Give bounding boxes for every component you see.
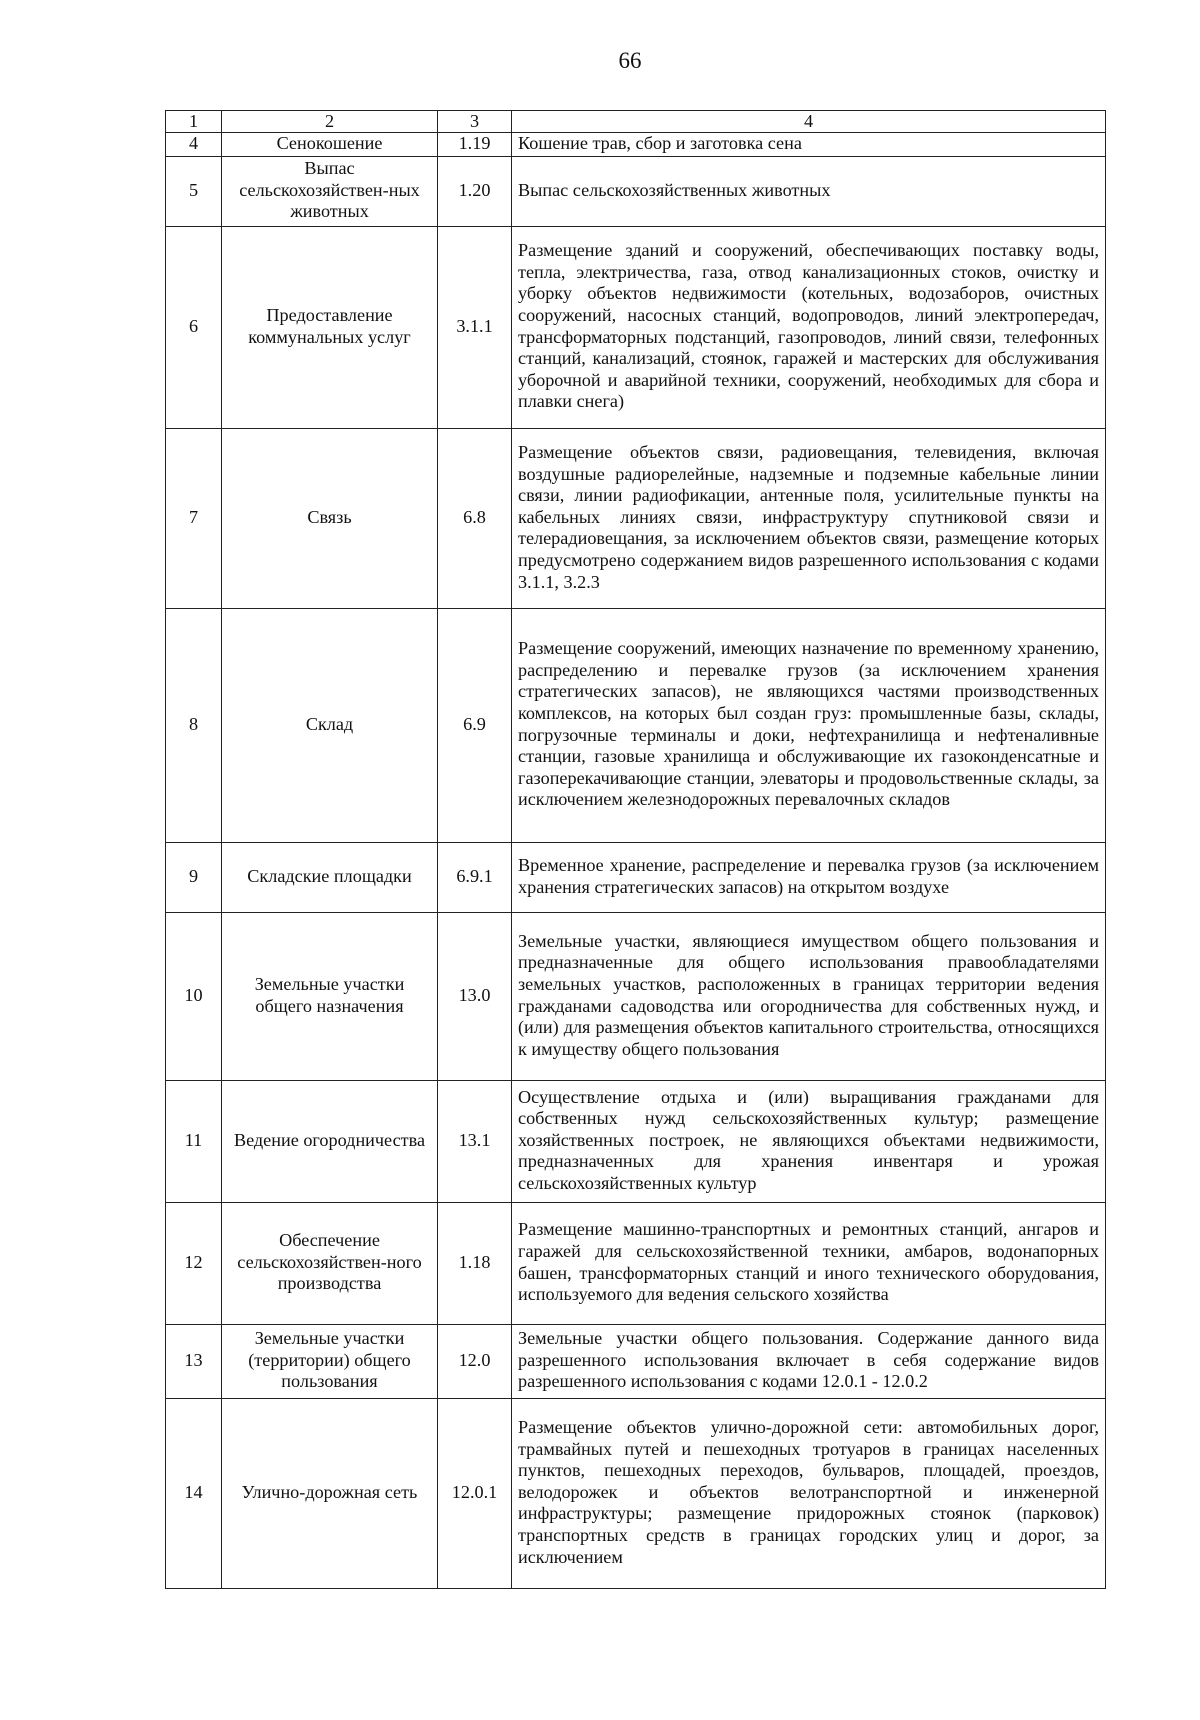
table-row — [166, 1202, 1106, 1324]
land-use-description: Выпас сельскохозяйственных животных — [512, 156, 1106, 226]
table-row — [166, 1080, 1106, 1202]
table-row — [166, 133, 1106, 157]
land-use-description: Кошение трав, сбор и заготовка сена — [512, 133, 1106, 157]
row-number: 9 — [166, 842, 222, 912]
land-use-description: Размещение зданий и сооружений, обеспечивающих поставку воды, тепла, электричества, газа, отвод канализационных стоков, очистку и уборку объектов недвижимости (котельных, водозаборов, очистных сооружений, насосных станций, водопроводов, линий электропередач, трансформаторных подстанций, газопроводов, линий связи, телефонных станций, канализаций, стоянок, гаражей и мастерских для обслуживания уборочной и аварийной техники, сооружений, необходимых для сбора и плавки снега) — [512, 226, 1106, 428]
table-body — [166, 111, 1106, 1589]
row-number: 7 — [166, 428, 222, 608]
land-use-code: 3.1.1 — [438, 226, 512, 428]
land-use-code: 13.1 — [438, 1080, 512, 1202]
column-header: 1 — [166, 111, 222, 133]
table-row — [166, 912, 1106, 1080]
table-row — [166, 842, 1106, 912]
row-number: 4 — [166, 133, 222, 157]
table-row — [166, 1324, 1106, 1398]
row-number: 12 — [166, 1202, 222, 1324]
table-row — [166, 156, 1106, 226]
land-use-code: 1.19 — [438, 133, 512, 157]
land-use-name: Связь — [222, 428, 438, 608]
land-use-name: Выпас сельскохозяйствен-ных животных — [222, 156, 438, 226]
land-use-description: Земельные участки общего пользования. Содержание данного вида разрешенного использования включает в себя содержание видов разрешенного использования с кодами 12.0.1 - 12.0.2 — [512, 1324, 1106, 1398]
row-number: 8 — [166, 608, 222, 842]
land-use-name: Земельные участки (территории) общего пользования — [222, 1324, 438, 1398]
land-use-description: Размещение объектов улично-дорожной сети: автомобильных дорог, трамвайных путей и пешеходных тротуаров в границах населенных пунктов, пешеходных переходов, бульваров, площадей, проездов, велодорожек и объектов велотранспортной и инженерной инфраструктуры; размещение придорожных стоянок (парковок) транспортных средств в границах городских улиц и дорог, за исключением — [512, 1398, 1106, 1588]
land-use-name: Улично-дорожная сеть — [222, 1398, 438, 1588]
land-use-code: 6.9.1 — [438, 842, 512, 912]
land-use-description: Осуществление отдыха и (или) выращивания гражданами для собственных нужд сельскохозяйственных культур; размещение хозяйственных построек, не являющихся объектами недвижимости, предназначенных для хранения инвентаря и урожая сельскохозяйственных культур — [512, 1080, 1106, 1202]
land-use-code: 6.8 — [438, 428, 512, 608]
land-use-name: Сенокошение — [222, 133, 438, 157]
table-row — [166, 226, 1106, 428]
page-number: 66 — [618, 48, 642, 73]
land-use-name: Склад — [222, 608, 438, 842]
row-number: 13 — [166, 1324, 222, 1398]
column-header: 4 — [512, 111, 1106, 133]
land-use-name: Обеспечение сельскохозяйствен-ного производства — [222, 1202, 438, 1324]
land-use-description: Земельные участки, являющиеся имуществом общего пользования и предназначенные для общего использования правообладателями земельных участков, расположенных в границах территории ведения гражданами садоводства или огородничества для собственных нужд, и (или) для размещения объектов капитального строительства, относящихся к имуществу общего пользования — [512, 912, 1106, 1080]
land-use-code: 12.0 — [438, 1324, 512, 1398]
land-use-table — [165, 110, 1106, 1589]
land-use-name: Земельные участки общего назначения — [222, 912, 438, 1080]
row-number: 5 — [166, 156, 222, 226]
land-use-description: Размещение сооружений, имеющих назначение по временному хранению, распределению и перевалке грузов (за исключением хранения стратегических запасов), не являющихся частями производственных комплексов, на которых был создан груз: промышленные базы, склады, погрузочные терминалы и доки, нефтехранилища и нефтеналивные станции, газовые хранилища и обслуживающие их газоконденсатные и газоперекачивающие станции, элеваторы и продовольственные склады, за исключением железнодорожных перевалочных складов — [512, 608, 1106, 842]
land-use-description: Размещение объектов связи, радиовещания, телевидения, включая воздушные радиорелейные, надземные и подземные кабельные линии связи, линии радиофикации, антенные поля, усилительные пункты на кабельных линиях связи, инфраструктуру спутниковой связи и телерадиовещания, за исключением объектов связи, размещение которых предусмотрено содержанием видов разрешенного использования с кодами 3.1.1, 3.2.3 — [512, 428, 1106, 608]
table-row — [166, 608, 1106, 842]
land-use-code: 12.0.1 — [438, 1398, 512, 1588]
header-row — [166, 111, 1106, 133]
land-use-description: Временное хранение, распределение и перевалка грузов (за исключением хранения стратегических запасов) на открытом воздухе — [512, 842, 1106, 912]
land-use-name: Предоставление коммунальных услуг — [222, 226, 438, 428]
row-number: 14 — [166, 1398, 222, 1588]
land-use-code: 1.18 — [438, 1202, 512, 1324]
column-header: 2 — [222, 111, 438, 133]
land-use-name: Ведение огородничества — [222, 1080, 438, 1202]
table-row — [166, 1398, 1106, 1588]
row-number: 11 — [166, 1080, 222, 1202]
row-number: 10 — [166, 912, 222, 1080]
land-use-code: 13.0 — [438, 912, 512, 1080]
land-use-code: 1.20 — [438, 156, 512, 226]
land-use-name: Складские площадки — [222, 842, 438, 912]
land-use-description: Размещение машинно-транспортных и ремонтных станций, ангаров и гаражей для сельскохозяйственной техники, амбаров, водонапорных башен, трансформаторных станций и иного технического оборудования, используемого для ведения сельского хозяйства — [512, 1202, 1106, 1324]
row-number: 6 — [166, 226, 222, 428]
table-row — [166, 428, 1106, 608]
land-use-code: 6.9 — [438, 608, 512, 842]
column-header: 3 — [438, 111, 512, 133]
